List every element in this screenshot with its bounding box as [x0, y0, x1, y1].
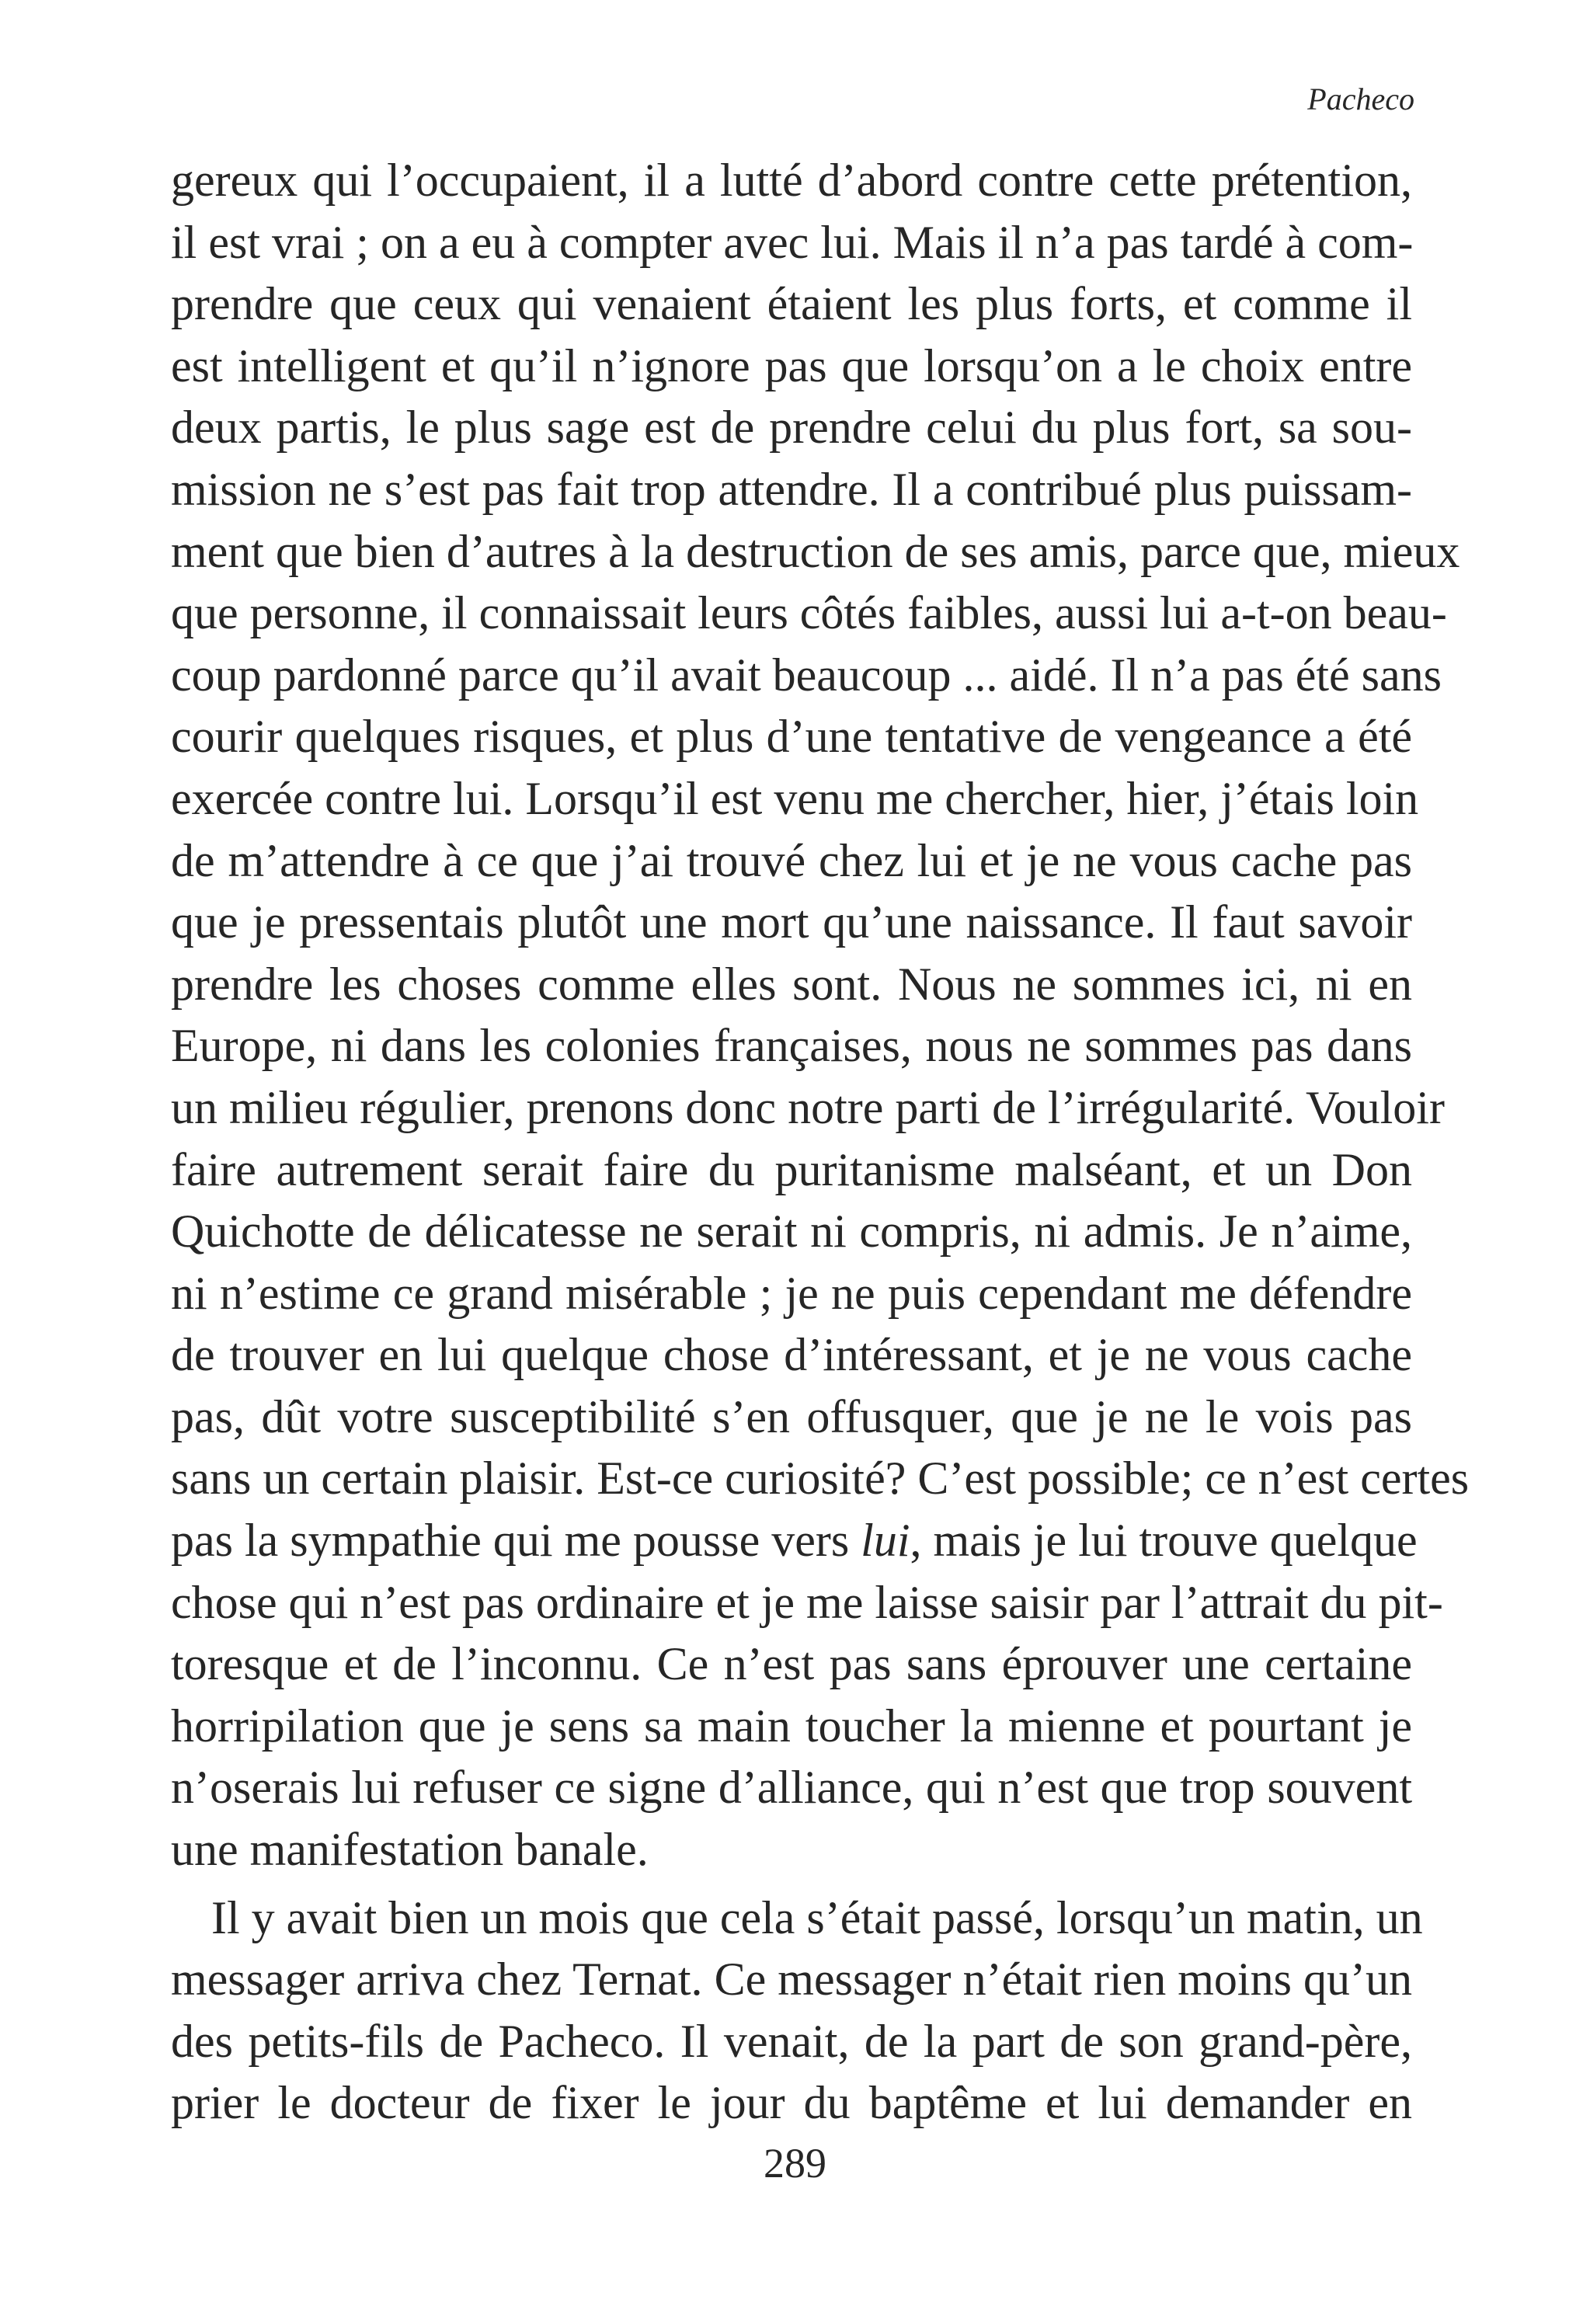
text-line: ment que bien d’autres à la destruction de ses amis, parce que, mieux: [171, 525, 1460, 577]
text-line: prendre les choses comme elles sont. Nous ne sommes ici, ni en: [171, 958, 1412, 1010]
text-line: pas, dût votre susceptibilité s’en offusquer, que je ne le vois pas: [171, 1390, 1412, 1442]
text-line: courir quelques risques, et plus d’une tentative de vengeance a été: [171, 711, 1412, 763]
text-line: prendre que ceux qui venaient étaient les plus forts, et comme il: [171, 278, 1412, 330]
text-line: n’oserais lui refuser ce signe d’alliance, qui n’est que trop souvent: [171, 1762, 1412, 1814]
text-line: Europe, ni dans les colonies françaises, nous ne sommes pas dans: [171, 1020, 1412, 1072]
text-line: Quichotte de délicatesse ne serait ni compris, ni admis. Je n’aime,: [171, 1205, 1412, 1258]
text-line: ni n’estime ce grand misérable ; je ne puis cependant me défendre: [171, 1267, 1412, 1319]
text-line: chose qui n’est pas ordinaire et je me laisse saisir par l’attrait du pit-: [171, 1576, 1443, 1628]
text-line: messager arriva chez Ternat. Ce messager n’était rien moins qu’un: [171, 1953, 1412, 2006]
text-line: toresque et de l’inconnu. Ce n’est pas sans éprouver une certaine: [171, 1638, 1412, 1690]
text-line: sans un certain plaisir. Est-ce curiosité? C’est possible; ce n’est certes: [171, 1452, 1470, 1505]
italic-word: lui: [861, 1515, 910, 1567]
body-text: [171, 150, 1470, 2134]
text-line: un milieu régulier, prenons donc notre parti de l’irrégularité. Vouloir: [171, 1081, 1445, 1133]
text-line: de trouver en lui quelque chose d’intéressant, et je ne vous cache: [171, 1329, 1412, 1381]
paragraph-1: [171, 150, 1470, 1881]
text-line: des petits-fils de Pacheco. Il venait, de la part de son grand-père,: [171, 2015, 1412, 2067]
text-line: exercée contre lui. Lorsqu’il est venu me chercher, hier, j’étais loin: [171, 772, 1419, 824]
text-segment: , mais je lui trouve quelque: [910, 1515, 1418, 1567]
text-line: est intelligent et qu’il n’ignore pas que lorsqu’on a le choix entre: [171, 339, 1412, 391]
paragraph-gap: [171, 1881, 1412, 1887]
text-line: que je pressentais plutôt une mort qu’une naissance. Il faut savoir: [171, 896, 1412, 948]
text-line: mission ne s’est pas fait trop attendre. Il a contribué plus puissam-: [171, 463, 1412, 515]
text-segment: pas la sympathie qui me pousse vers: [171, 1515, 861, 1567]
text-line: gereux qui l’occupaient, il a lutté d’abord contre cette prétention,: [171, 155, 1412, 206]
text-line: que personne, il connaissait leurs côtés faibles, aussi lui a-t-on beau-: [171, 587, 1447, 639]
paragraph-2: [171, 1887, 1423, 2134]
text-line: il est vrai ; on a eu à compter avec lui. Mais il n’a pas tardé à com-: [171, 216, 1414, 268]
text-line: de m’attendre à ce que j’ai trouvé chez lui et je ne vous cache pas: [171, 834, 1412, 886]
page-number: 289: [764, 2140, 826, 2187]
text-line: deux partis, le plus sage est de prendre celui du plus fort, sa sou-: [171, 402, 1412, 454]
text-line: coup pardonné parce qu’il avait beaucoup ... aidé. Il n’a pas été sans: [171, 649, 1442, 701]
text-line-first: Il y avait bien un mois que cela s’était passé, lorsqu’un matin, un: [211, 1891, 1423, 1943]
running-head-title: Pacheco: [1307, 82, 1414, 117]
text-line-last: une manifestation banale.: [171, 1824, 649, 1876]
text-line: prier le docteur de fixer le jour du baptême et lui demander en: [171, 2077, 1412, 2129]
text-line: faire autrement serait faire du puritanisme malséant, et un Don: [171, 1143, 1412, 1195]
text-line: horripilation que je sens sa main toucher la mienne et pourtant je: [171, 1700, 1412, 1752]
text-line-with-italic: [171, 1510, 1418, 1572]
